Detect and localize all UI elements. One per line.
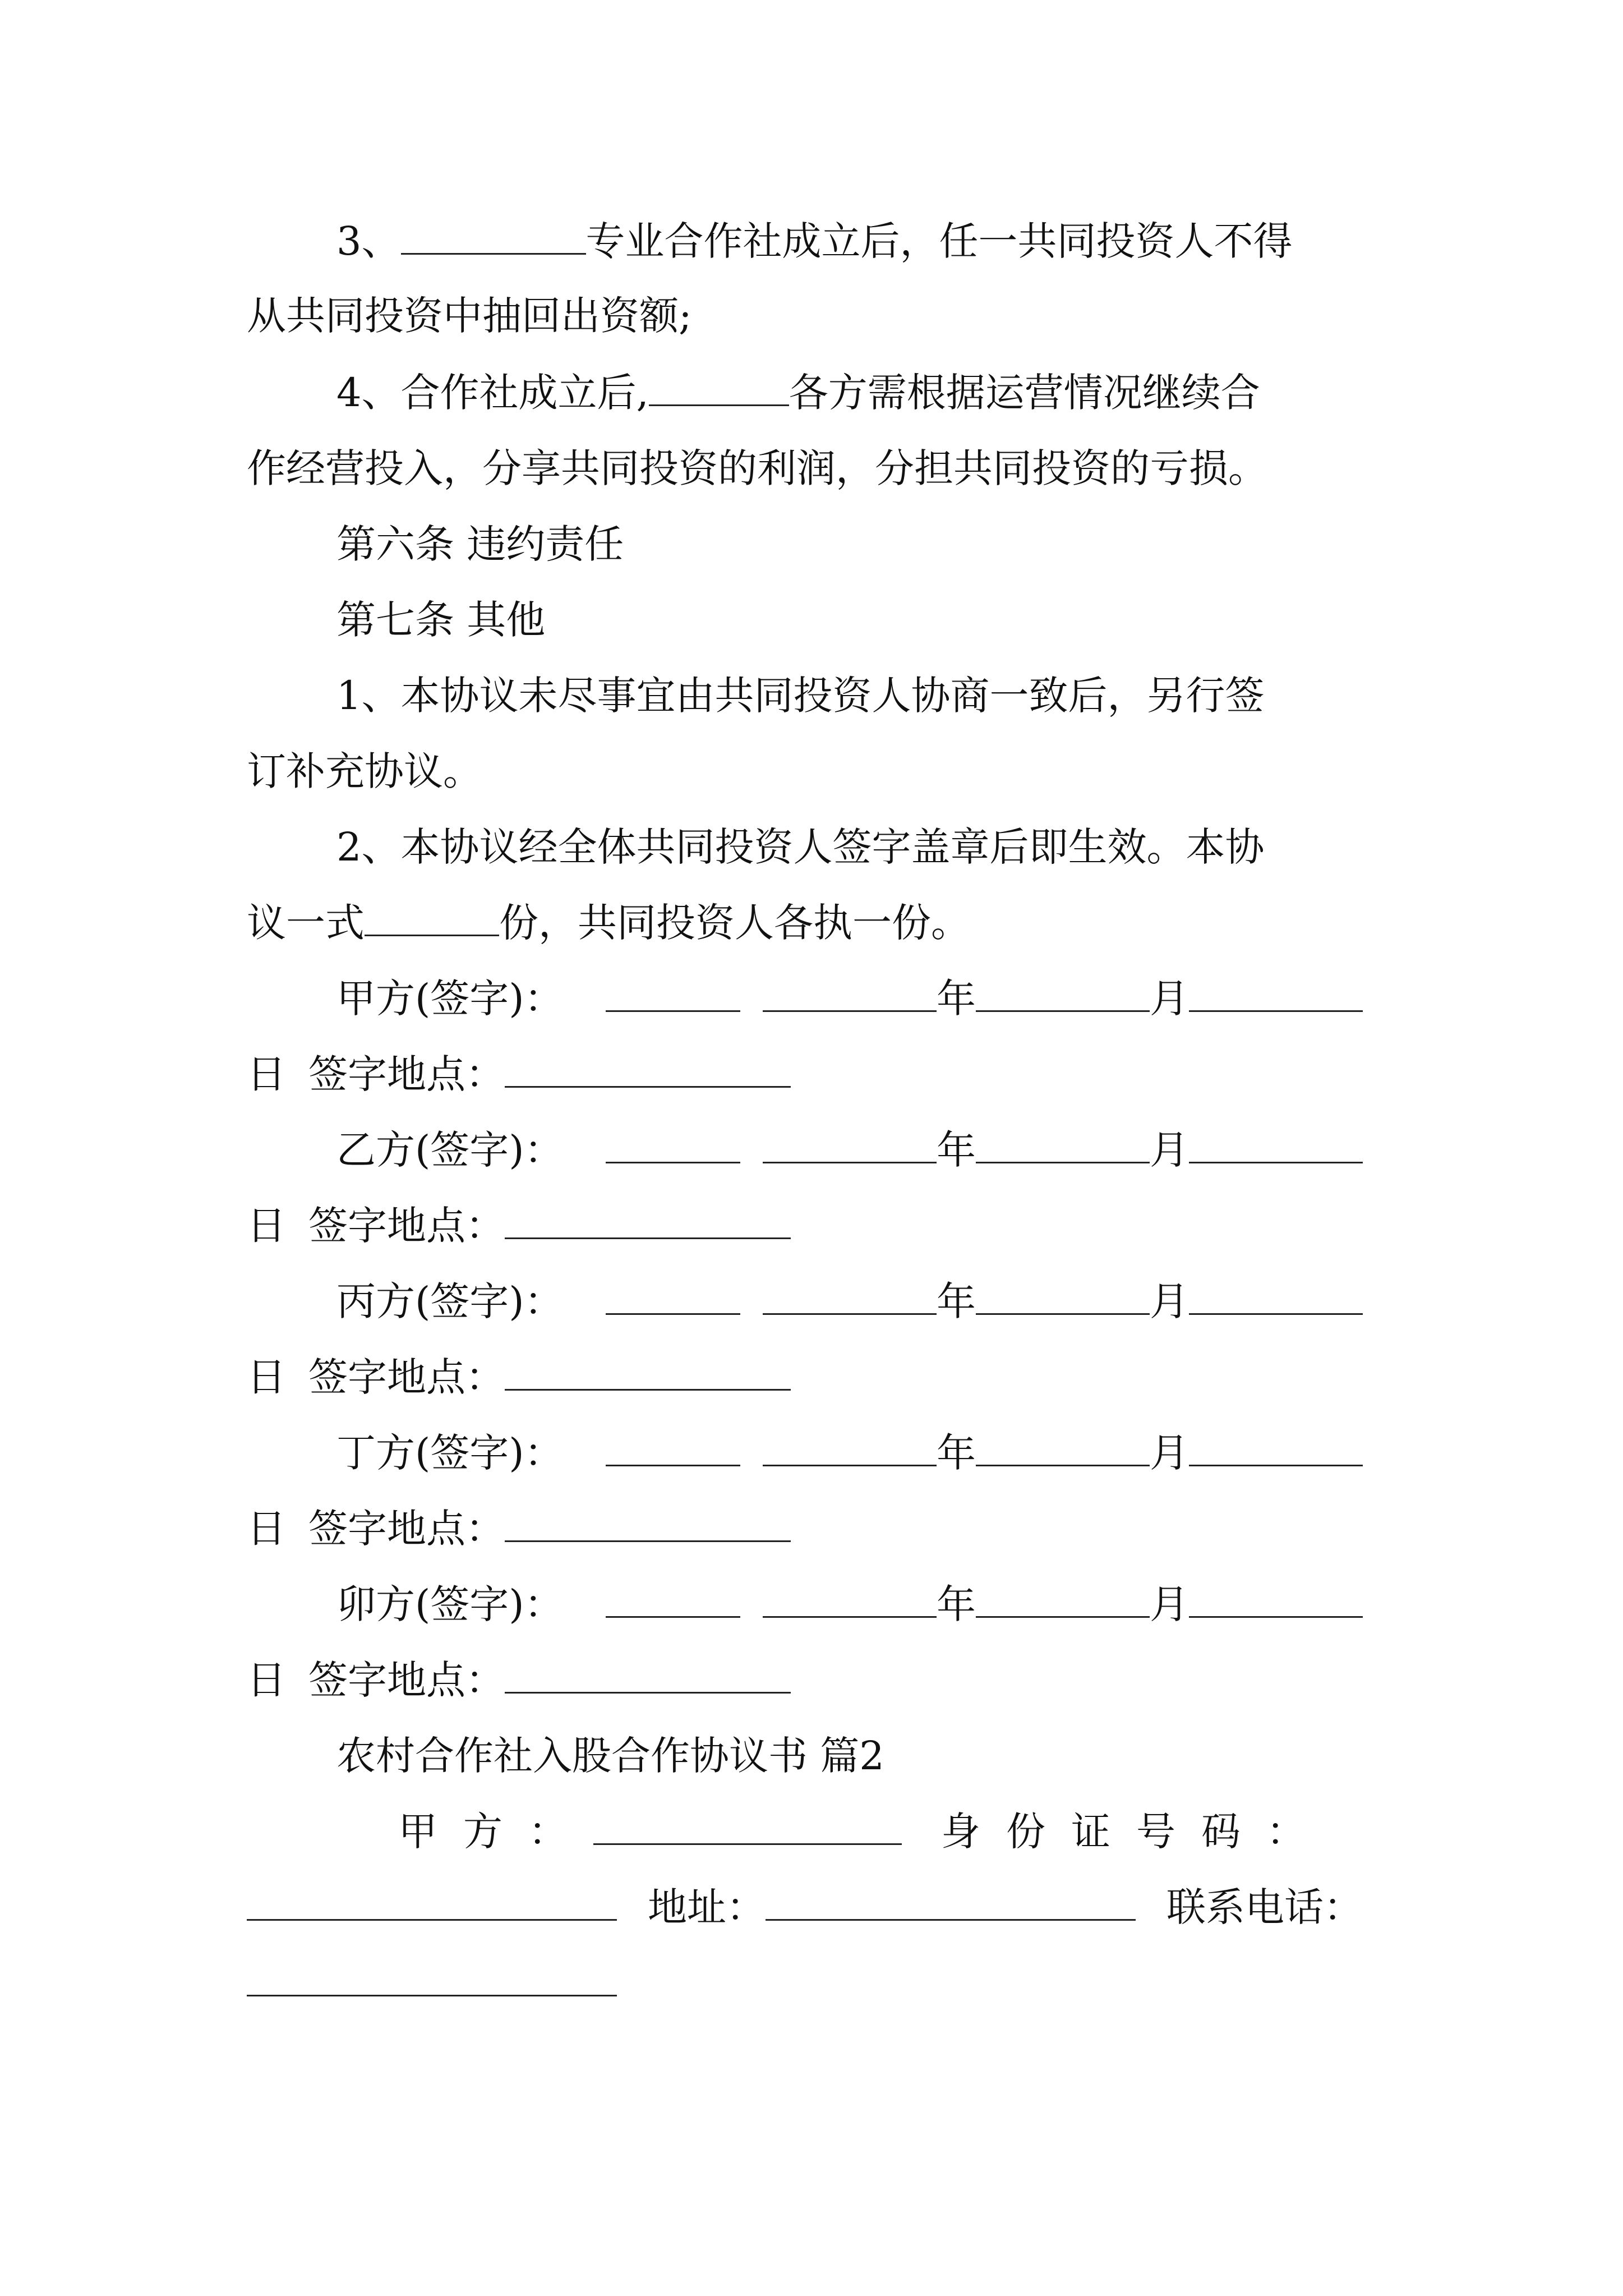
place-label: 签字地点： <box>308 1051 505 1097</box>
article-7-heading: 第七条 其他 <box>336 597 546 643</box>
clause-4-line-2: 作经营投入，分享共同投资的利润，分担共同投资的亏损。 <box>247 445 1267 491</box>
blank-year <box>763 1461 937 1466</box>
signature-line <box>336 1425 1363 1481</box>
party-label: 乙方(签字)： <box>336 1127 564 1173</box>
blank-parties <box>649 401 789 406</box>
place-label: 签字地点： <box>308 1203 505 1249</box>
party-a-line-2 <box>247 1879 1363 1935</box>
blank-party-a-name <box>593 1840 902 1845</box>
item-2-prefix: 议一式 <box>247 900 365 946</box>
clause-4-line-1 <box>336 365 1260 421</box>
blank-day <box>1189 1007 1363 1012</box>
party-a-label: 甲方： <box>398 1809 593 1855</box>
month-label: 月 <box>1150 1127 1189 1173</box>
blank-id-number <box>247 1916 617 1921</box>
blank-place <box>505 1386 791 1391</box>
clause-3-text: 专业合作社成立后，任一共同投资人不得 <box>585 218 1293 264</box>
blank-month <box>976 1158 1150 1163</box>
blank-signature <box>606 1158 740 1163</box>
day-label: 日 <box>247 1203 286 1249</box>
blank-signature <box>606 1007 740 1012</box>
signature-place-line <box>247 1046 791 1102</box>
place-label: 签字地点： <box>308 1354 505 1400</box>
blank-day <box>1189 1158 1363 1163</box>
item-2-line-1: 2、本协议经全体共同投资人签字盖章后即生效。本协 <box>336 824 1265 870</box>
clause-4-text: 各方需根据运营情况继续合 <box>789 370 1260 416</box>
place-label: 签字地点： <box>308 1506 505 1552</box>
blank-year <box>763 1158 937 1163</box>
party-label: 甲方(签字)： <box>336 976 564 1022</box>
blank-year <box>763 1613 937 1618</box>
item-2-line-2 <box>247 895 970 951</box>
blank-day <box>1189 1310 1363 1315</box>
blank-month <box>976 1007 1150 1012</box>
day-label: 日 <box>247 1506 286 1552</box>
place-label: 签字地点： <box>308 1657 505 1703</box>
blank-month <box>976 1613 1150 1618</box>
blank-place <box>505 1688 791 1694</box>
blank-year <box>763 1310 937 1315</box>
phone-label: 联系电话： <box>1166 1884 1363 1930</box>
blank-place <box>505 1537 791 1542</box>
party-label: 丙方(签字)： <box>336 1278 564 1324</box>
party-a-line-1 <box>398 1803 1331 1860</box>
signature-line <box>336 1122 1363 1178</box>
blank-day <box>1189 1461 1363 1466</box>
day-label: 日 <box>247 1051 286 1097</box>
blank-place <box>505 1234 791 1239</box>
signature-place-line <box>247 1349 791 1405</box>
item-1-line-2: 订补充协议。 <box>247 748 482 794</box>
blank-signature <box>606 1461 740 1466</box>
signature-place-line <box>247 1501 791 1557</box>
day-label: 日 <box>247 1657 286 1703</box>
signature-line <box>336 1273 1363 1329</box>
blank-phone <box>247 1991 617 1996</box>
clause-4-prefix: 4、合作社成立后, <box>336 370 649 416</box>
signature-line <box>336 1576 1363 1632</box>
blank-signature <box>606 1613 740 1618</box>
blank-copies <box>365 931 499 936</box>
id-number-label: 身份证号码： <box>941 1809 1331 1855</box>
year-label: 年 <box>937 976 976 1022</box>
party-a-line-3 <box>247 1955 617 2011</box>
item-1-line-1: 1、本协议未尽事宜由共同投资人协商一致后，另行签 <box>336 673 1265 719</box>
year-label: 年 <box>937 1581 976 1627</box>
signature-place-line <box>247 1652 791 1708</box>
signature-place-line <box>247 1198 791 1254</box>
party-label: 丁方(签字)： <box>336 1430 564 1476</box>
month-label: 月 <box>1150 976 1189 1022</box>
day-label: 日 <box>247 1354 286 1400</box>
month-label: 月 <box>1150 1278 1189 1324</box>
blank-month <box>976 1461 1150 1466</box>
blank-month <box>976 1310 1150 1315</box>
party-label: 卯方(签字)： <box>336 1581 564 1627</box>
address-label: 地址： <box>648 1884 766 1930</box>
article-6-heading: 第六条 违约责任 <box>336 521 624 567</box>
blank-year <box>763 1007 937 1012</box>
clause-3-line-2: 从共同投资中抽回出资额; <box>247 293 692 339</box>
item-2-suffix: 份，共同投资人各执一份。 <box>499 900 970 946</box>
clause-3-line-1 <box>336 213 1293 269</box>
year-label: 年 <box>937 1278 976 1324</box>
clause-3-number: 3、 <box>336 218 401 264</box>
blank-signature <box>606 1310 740 1315</box>
month-label: 月 <box>1150 1430 1189 1476</box>
blank-address <box>766 1916 1136 1921</box>
signature-line <box>336 970 1363 1027</box>
section-2-title: 农村合作社入股合作协议书 篇2 <box>336 1733 884 1779</box>
year-label: 年 <box>937 1430 976 1476</box>
month-label: 月 <box>1150 1581 1189 1627</box>
blank-cooperative-name <box>401 250 586 255</box>
year-label: 年 <box>937 1127 976 1173</box>
blank-day <box>1189 1613 1363 1618</box>
blank-place <box>505 1083 791 1088</box>
